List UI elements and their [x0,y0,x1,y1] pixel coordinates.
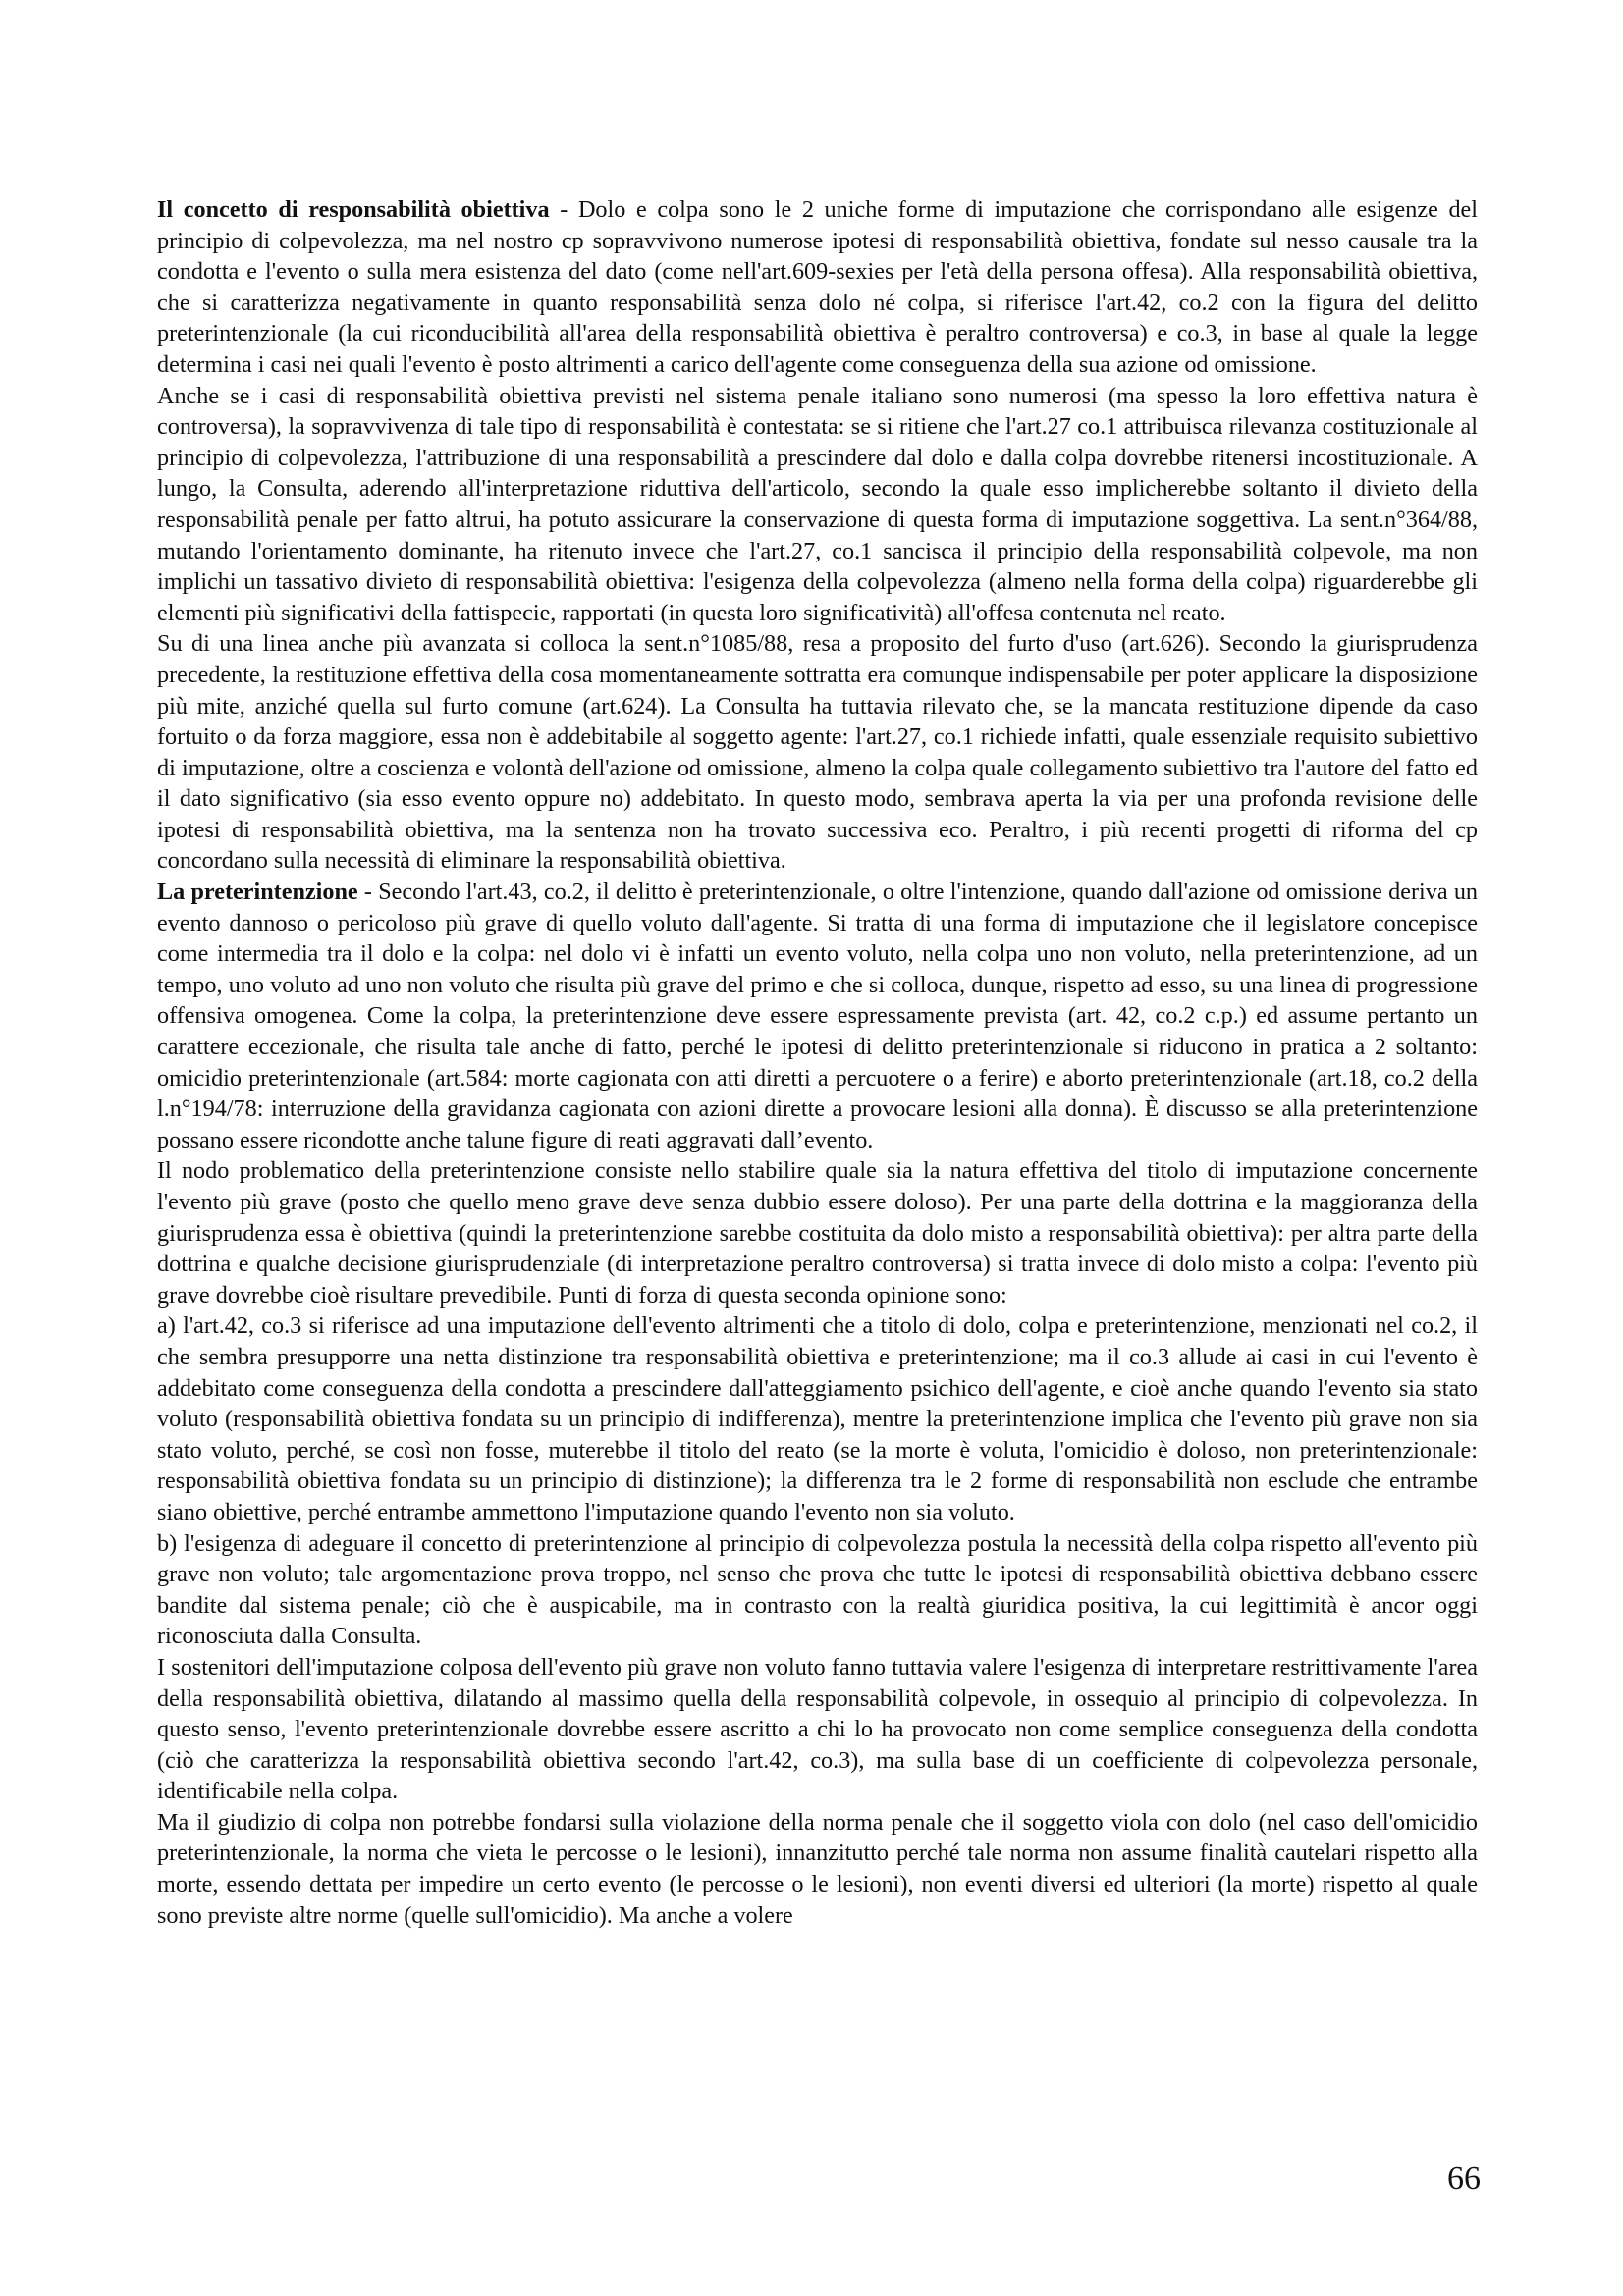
paragraph-nodo-problematico [157,1155,1478,1310]
paragraph-text: - Dolo e colpa sono le 2 uniche forme di imputazione che corrispondano alle esigenze del principio di colpevolezza, ma nel nostro cp sopravvivono numerose ipotesi di responsabilità obiettiva, fondate sul nesso causale tra la condotta e l'evento o sulla mera esistenza del dato (come nell'art.609-sexies per l'età della persona offesa). Alla responsabilità obiettiva, che si caratterizza negativamente in quanto responsabilità senza dolo né colpa, si riferisce l'art.42, co.2 con la figura del delitto preterintenzionale (la cui riconducibilità all'area della responsabilità obiettiva è peraltro controversa) e co.3, in base al quale la legge determina i casi nei quali l'evento è posto altrimenti a carico dell'agente come conseguenza della sua azione od omissione. [157,196,1478,378]
paragraph-sostenitori [157,1652,1478,1807]
paragraph-text: - Secondo l'art.43, co.2, il delitto è preterintenzionale, o oltre l'intenzione, quando dall'azione od omissione deriva un evento dannoso o pericoloso più grave di quello voluto dall'agente. Si tratta di una forma di imputazione che il legislatore concepisce come intermedia tra il dolo e la colpa: nel dolo vi è infatti un evento voluto, nella colpa uno non voluto, nella preterintenzione, ad un tempo, uno voluto ad uno non voluto che risulta più grave del primo e che si colloca, dunque, rispetto ad esso, su una linea di progressione offensiva omogenea. Come la colpa, la preterintenzione deve essere espressamente prevista (art. 42, co.2 c.p.) ed assume pertanto un carattere eccezionale, che risulta tale anche di fatto, perché le ipotesi di delitto preterintenzionale si riducono in pratica a 2 soltanto: omicidio preterintenzionale (art.584: morte cagionata con atti diretti a percuotere o a ferire) e aborto preterintenzionale (art.18, co.2 della l.n°194/78: interruzione della gravidanza cagionata con azioni dirette a provocare lesioni alla donna). È discusso se alla preterintenzione possano essere ricondotte anche talune figure di reati aggravati dall’evento. [157,879,1479,1153]
paragraph-furto-uso [157,628,1478,877]
paragraph-casi-responsabilita [157,381,1478,629]
paragraph-giudizio-colpa [157,1807,1478,1931]
paragraph-text: a) l'art.42, co.3 si riferisce ad una imputazione dell'evento altrimenti che a titolo di dolo, colpa e preterintenzione, menzionati nel co.2, il che sembra presupporre una netta distinzione tra responsabilità obiettiva e preterintenzione; ma il co.3 allude ai casi in cui l'evento è addebitato come conseguenza della condotta a prescindere dall'atteggiamento psichico dell'agente, e cioè anche quando l'evento sia stato voluto (responsabilità obiettiva fondata su un principio di indifferenza), mentre la preterintenzione implica che l'evento più grave non sia stato voluto, perché, se così non fosse, muterebbe il titolo del reato (se la morte è voluta, l'omicidio è doloso, non preterintenzionale: responsabilità obiettiva fondata su un principio di distinzione); la differenza tra le 2 forme di responsabilità non esclude che entrambe siano obiettive, perché entrambe ammettono l'imputazione quando l'evento non sia voluto. [157,1312,1478,1525]
paragraph-text: Anche se i casi di responsabilità obiettiva previsti nel sistema penale italiano sono numerosi (ma spesso la loro effettiva natura è controversa), la sopravvivenza di tale tipo di responsabilità è contestata: se si ritiene che l'art.27 co.1 attribuisca rilevanza costituzionale al principio di colpevolezza, l'attribuzione di una responsabilità a prescindere dal dolo e dalla colpa dovrebbe ritenersi incostituzionale. A lungo, la Consulta, aderendo all'interpretazione riduttiva dell'articolo, secondo la quale esso implicherebbe soltanto il divieto della responsabilità penale per fatto altrui, ha potuto assicurare la conservazione di questa forma di imputazione soggettiva. La sent.n°364/88, mutando l'orientamento dominante, ha ritenuto invece che l'art.27, co.1 sancisca il principio della responsabilità colpevole, ma non implichi un tassativo divieto di responsabilità obiettiva: l'esigenza della colpevolezza (almeno nella forma della colpa) riguarderebbe gli elementi più significativi della fattispecie, rapportati (in questa loro significatività) all'offesa contenuta nel reato. [157,382,1478,626]
document-body [157,194,1478,1931]
paragraph-responsabilita-obiettiva [157,194,1478,381]
paragraph-text: Ma il giudizio di colpa non potrebbe fondarsi sulla violazione della norma penale che il soggetto viola con dolo (nel caso dell'omicidio preterintenzionale, la norma che vieta le percosse o le lesioni), innanzitutto perché tale norma non assume finalità cautelari rispetto alla morte, essendo dettata per impedire un certo evento (le percosse o le lesioni), non eventi diversi ed ulteriori (la morte) rispetto al quale sono previste altre norme (quelle sull'omicidio). Ma anche a volere [157,1808,1478,1929]
paragraph-text: b) l'esigenza di adeguare il concetto di preterintenzione al principio di colpevolezza postula la necessità della colpa rispetto all'evento più grave non voluto; tale argomentazione prova troppo, nel senso che prova che tutte le ipotesi di responsabilità obiettiva debbano essere bandite dal sistema penale; ciò che è auspicabile, ma in contrasto con la realtà giuridica positiva, la cui legittimità è ancor oggi riconosciuta dalla Consulta. [157,1529,1478,1650]
paragraph-text: Su di una linea anche più avanzata si colloca la sent.n°1085/88, resa a proposito del furto d'uso (art.626). Secondo la giurisprudenza precedente, la restituzione effettiva della cosa momentaneamente sottratta era comunque indispensabile per poter applicare la disposizione più mite, anziché quella sul furto comune (art.624). La Consulta ha tuttavia rilevato che, se la mancata restituzione dipende da caso fortuito o da forza maggiore, essa non è addebitabile al soggetto agente: l'art.27, co.1 richiede infatti, quale essenziale requisito subiettivo di imputazione, oltre a coscienza e volontà dell'azione od omissione, almeno la colpa quale collegamento subiettivo tra l'autore del fatto ed il dato significativo (sia esso evento oppure no) addebitato. In questo modo, sembrava aperta la via per una profonda revisione delle ipotesi di responsabilità obiettiva, ma la sentenza non ha trovato successiva eco. Peraltro, i più recenti progetti di riforma del cp concordano sulla necessità di eliminare la responsabilità obiettiva. [157,630,1478,875]
section-heading-responsabilita-obiettiva: Il concetto di responsabilità obiettiva [157,196,550,223]
paragraph-preterintenzione [157,877,1478,1155]
paragraph-point-a [157,1310,1478,1527]
section-heading-preterintenzione: La preterintenzione [157,879,358,906]
paragraph-text: I sostenitori dell'imputazione colposa dell'evento più grave non voluto fanno tuttavia valere l'esigenza di interpretare restrittivamente l'area della responsabilità obiettiva, dilatando al massimo quella della responsabilità colpevole, in ossequio al principio di colpevolezza. In questo senso, l'evento preterintenzionale dovrebbe essere ascritto a chi lo ha provocato non come semplice conseguenza della condotta (ciò che caratterizza la responsabilità obiettiva secondo l'art.42, co.3), ma sulla base di un coefficiente di colpevolezza personale, identificabile nella colpa. [157,1653,1478,1805]
page-number: 66 [1447,2161,1481,2197]
paragraph-point-b [157,1528,1478,1652]
paragraph-text: Il nodo problematico della preterintenzione consiste nello stabilire quale sia la natura effettiva del titolo di imputazione concernente l'evento più grave (posto che quello meno grave deve senza dubbio essere doloso). Per una parte della dottrina e la maggioranza della giurisprudenza essa è obiettiva (quindi la preterintenzione sarebbe costituita da dolo misto a responsabilità obiettiva): per altra parte della dottrina e qualche decisione giurisprudenziale (di interpretazione peraltro controversa) si tratta invece di dolo misto a colpa: l'evento più grave dovrebbe cioè risultare prevedibile. Punti di forza di questa seconda opinione sono: [157,1157,1478,1308]
